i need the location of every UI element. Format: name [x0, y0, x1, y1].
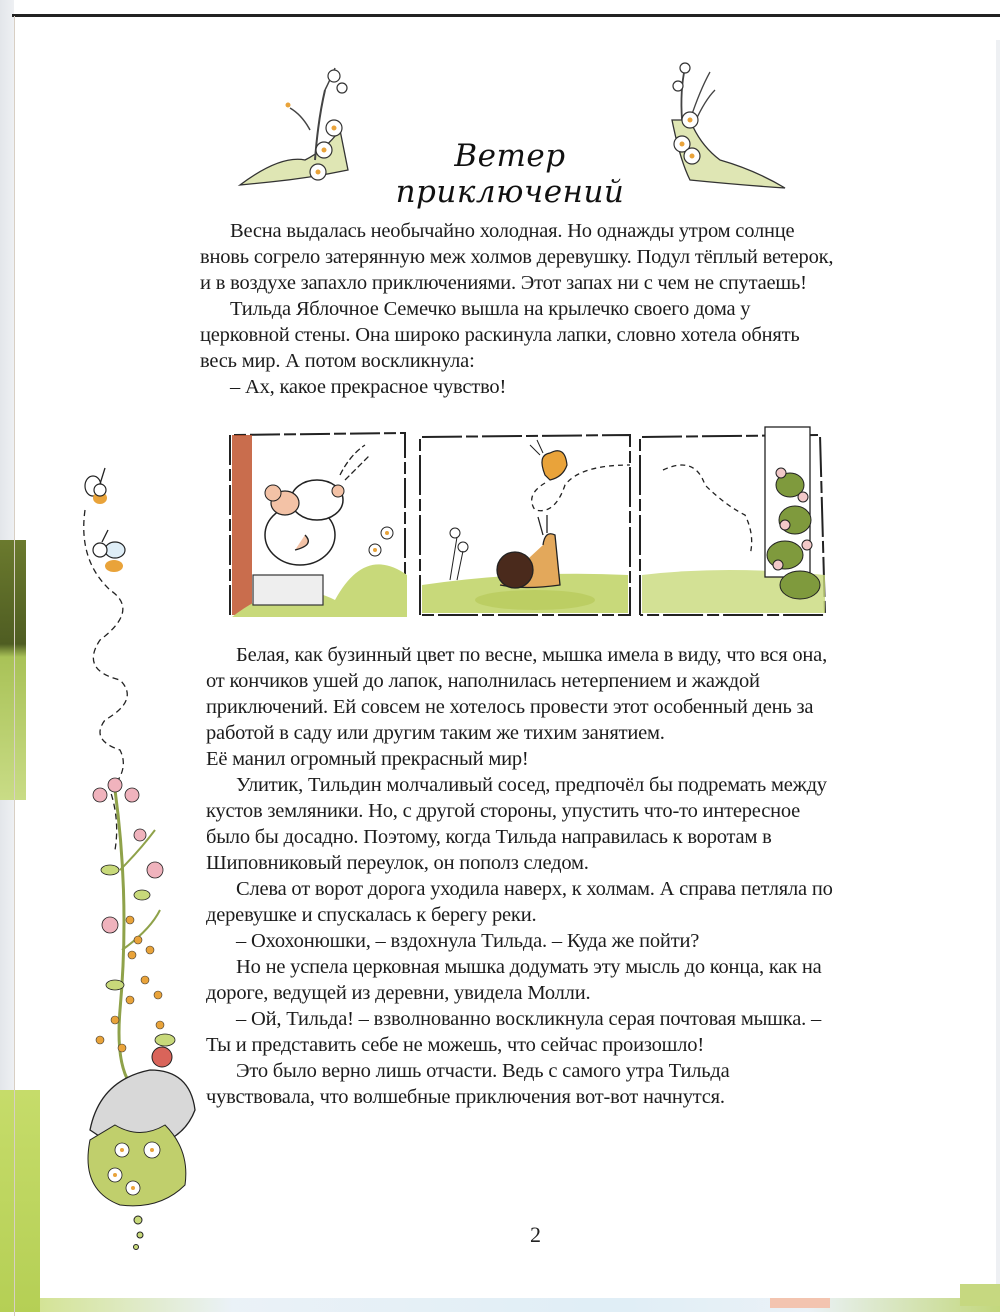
bees-and-flower-stalk-illustration — [60, 450, 210, 1250]
bee-icon-bottom — [93, 530, 125, 572]
page-margin-line — [14, 16, 15, 1316]
bee-icon-top — [85, 468, 107, 504]
paragraph: Весна выдалась необычайно холодная. Но однажды утром солнце вновь согрело затерянную меж холмов деревушку. Подул тёплый ветерок, и в воздухе запахло приключениями. Этот запах ни с чем не спутаешь! — [200, 220, 834, 294]
adjacent-page-edge-lower — [0, 1090, 40, 1312]
paragraph: Улитик, Тильдин молчаливый сосед, предпочёл бы подремать между кустов земляники. Но, с другой стороны, упустить что-то интересное было бы досадно. Поэтому, когда Тильда направилась к воротам в Шиповниковый переулок, он пополз следом. — [206, 774, 827, 874]
paragraph: Это было верно лишь отчасти. Ведь с самого утра Тильда чувствовала, что волшебные приключения вот-вот начнутся. — [206, 1060, 730, 1108]
comic-strip-illustration — [225, 425, 830, 625]
text-block-main — [206, 642, 842, 1110]
bottom-accent — [770, 1298, 830, 1308]
mouse-sniffing-air-panel — [230, 433, 407, 617]
flower-vine-right-ornament-icon — [660, 60, 790, 200]
page-edge-right — [996, 40, 1000, 1300]
bottom-page-strip — [40, 1298, 1000, 1312]
chapter-title: Ветер приключений — [395, 138, 625, 210]
chapter-header — [230, 60, 790, 210]
dialogue-line: – Охохонюшки, – вздохнула Тильда. – Куда же пойти? — [236, 930, 700, 952]
dialogue-line: – Ой, Тильда! – взволнованно воскликнула серая почтовая мышка. – Ты и представить себе не можешь, что сейчас произошло! — [206, 1008, 822, 1056]
adjacent-page-edge — [0, 540, 26, 800]
paragraph: Её манил огромный прекрасный мир! — [206, 748, 529, 770]
fence-post-rosebush-panel — [640, 427, 825, 615]
paragraph: Белая, как бузинный цвет по весне, мышка имела в виду, что вся она, от кончиков ушей до лапок, наполнилась нетерпением и жаждой приключений. Ей совсем не хотелось провести этот особенный день за работой в саду или другим таким же тихим занятием. — [206, 644, 827, 744]
paragraph: Тильда Яблочное Семечко вышла на крылечко своего дома у церковной стены. Она широко раскинула лапки, словно хотела обнять весь мир. А потом воскликнула: — [200, 298, 800, 372]
bottom-green-block — [960, 1284, 1000, 1306]
page-number: 2 — [530, 1222, 541, 1247]
text-block-intro — [200, 218, 840, 400]
snail-and-butterfly-panel — [420, 435, 630, 615]
page-top-shadow — [12, 14, 1000, 17]
flower-vine-left-ornament-icon — [230, 60, 360, 200]
dialogue-line: – Ах, какое прекрасное чувство! — [230, 376, 507, 398]
paragraph: Слева от ворот дорога уходила наверх, к холмам. А справа петляла по деревушке и спускалась к берегу реки. — [206, 878, 833, 926]
paragraph: Но не успела церковная мышка додумать эту мысль до конца, как на дороге, ведущей из деревни, увидела Молли. — [206, 956, 822, 1004]
